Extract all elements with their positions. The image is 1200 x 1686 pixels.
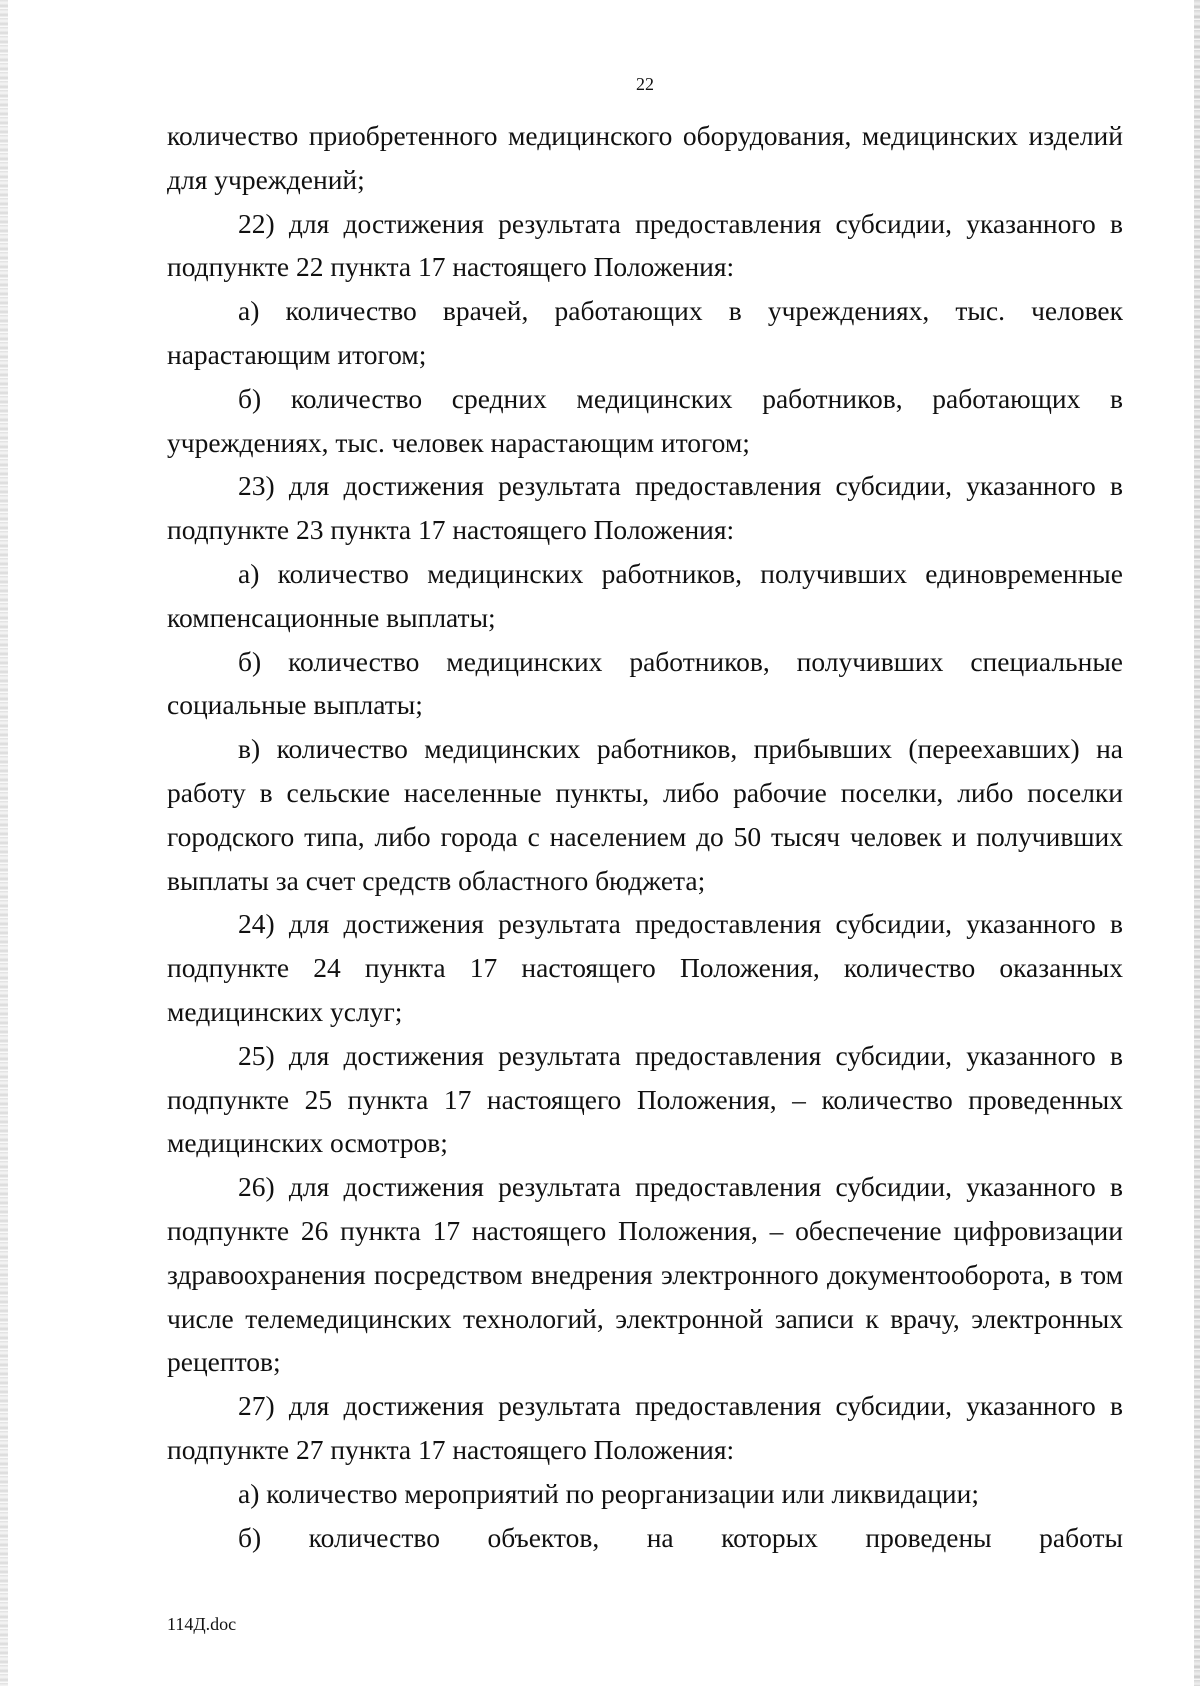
- paragraph: 24) для достижения результата предоставления субсидии, указанного в подпункте 24 пункта 17 настоящего Положения, количество оказанных медицинских услуг;: [167, 908, 1123, 1027]
- scan-edge-left: [0, 0, 8, 1686]
- paragraph: б) количество средних медицинских работников, работающих в учреждениях, тыс. человек нарастающим итогом;: [167, 382, 1123, 458]
- paragraph: 26) для достижения результата предоставления субсидии, указанного в подпункте 26 пункта 17 настоящего Положения, – обеспечение цифровизации здравоохранения посредством внедрения электронного документооборота, в том числе телемедицинских технологий, электронной записи к врачу, электронных рецептов;: [167, 1171, 1123, 1378]
- paragraph: 23) для достижения результата предоставления субсидии, указанного в подпункте 23 пункта 17 настоящего Положения:: [167, 470, 1123, 546]
- paragraph: количество приобретенного медицинского оборудования, медицинских изделий для учреждений;: [167, 120, 1123, 195]
- paragraph: 22) для достижения результата предоставления субсидии, указанного в подпункте 22 пункта 17 настоящего Положения:: [167, 207, 1123, 283]
- paragraph: а) количество медицинских работников, получивших единовременные компенсационные выплаты;: [167, 557, 1123, 633]
- paragraph: 27) для достижения результата предоставления субсидии, указанного в подпункте 27 пункта 17 настоящего Положения:: [167, 1390, 1123, 1465]
- paragraph: 25) для достижения результата предоставления субсидии, указанного в подпункте 25 пункта 17 настоящего Положения, – количество проведенных медицинских осмотров;: [167, 1039, 1123, 1159]
- paragraph: в) количество медицинских работников, прибывших (переехавших) на работу в сельские населенные пункты, либо рабочие поселки, либо поселки городского типа, либо города с населением до 50 тысяч человек и получивших выплаты за счет средств областного бюджета;: [167, 733, 1123, 896]
- paragraph: а) количество врачей, работающих в учреждениях, тыс. человек нарастающим итогом;: [167, 295, 1123, 370]
- paragraph: а) количество мероприятий по реорганизации или ликвидации;: [238, 1477, 979, 1509]
- footer-filename: 114Д.doc: [167, 1614, 237, 1634]
- paragraph: б) количество объектов, на которых проведены работы: [238, 1521, 1123, 1553]
- document-body: [167, 114, 1123, 1559]
- paragraph: б) количество медицинских работников, получивших специальные социальные выплаты;: [167, 645, 1123, 721]
- scan-edge-right: [1194, 0, 1200, 1686]
- page-number: 22: [636, 74, 654, 94]
